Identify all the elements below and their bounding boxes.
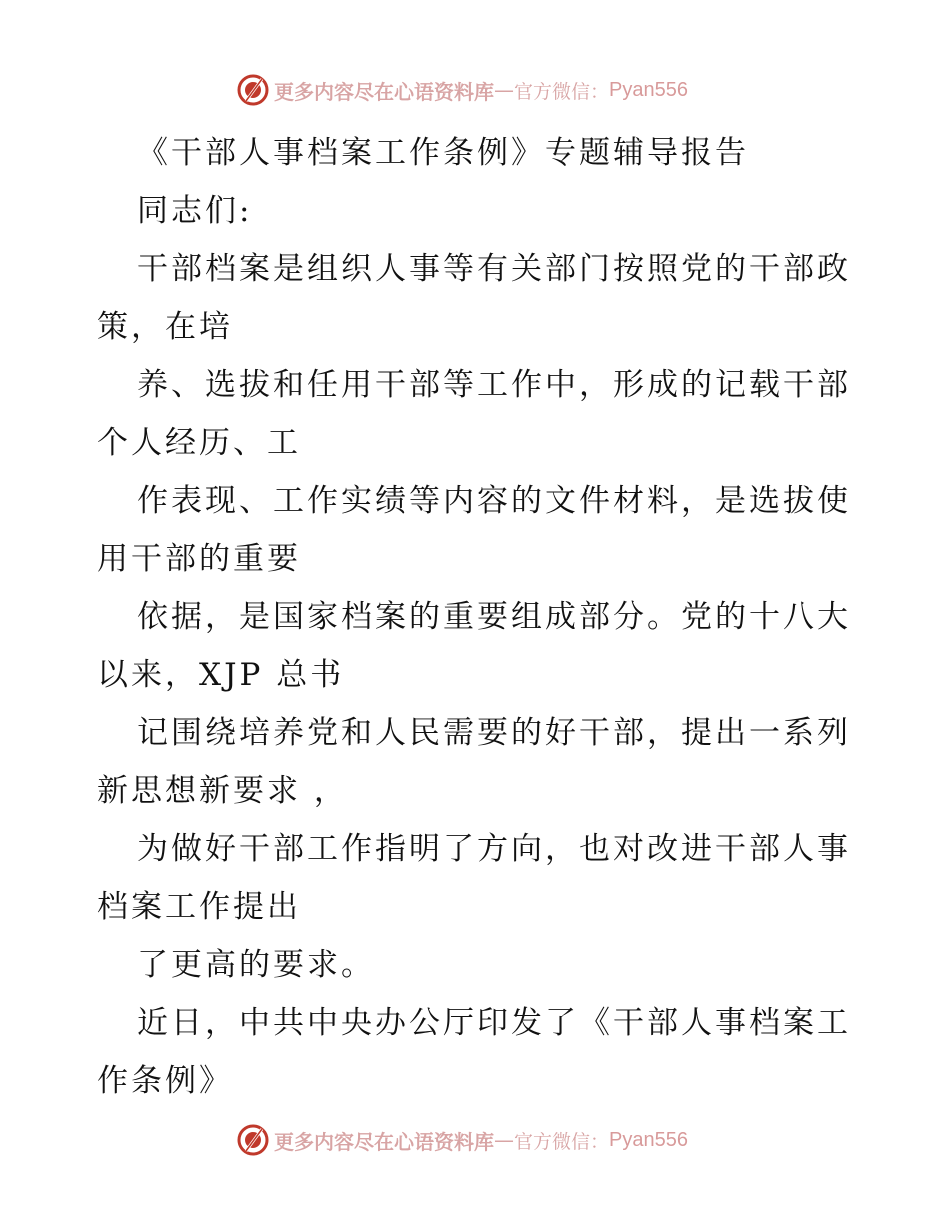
- text-line: 养、选拔和任用干部等工作中，形成的记载干部: [137, 367, 851, 403]
- text-line: 记围绕培养党和人民需要的好干部，提出一系列: [137, 715, 851, 751]
- text-line: 作表现、工作实绩等内容的文件材料，是选拔使: [137, 483, 851, 519]
- text-line: 近日，中共中央办公厅印发了《干部人事档案工: [137, 1005, 851, 1041]
- banner-wechat-id: Pyan556: [609, 78, 688, 101]
- text-line: 依据，是国家档案的重要组成部分。党的十八大: [137, 599, 851, 635]
- text-line: 干部档案是组织人事等有关部门按照党的干部政: [137, 251, 851, 287]
- text-line: 新思想新要求 ，: [97, 773, 348, 809]
- banner-wechat-id: Pyan556: [609, 1128, 688, 1151]
- pen-circle-icon: [236, 1123, 270, 1157]
- text-line: 策，在培: [97, 309, 233, 345]
- banner-separator: —: [494, 78, 514, 102]
- text-line: 以来，XJP 总书: [97, 657, 345, 693]
- salutation: 同志们:: [137, 193, 253, 229]
- banner-wechat-label: 官方微信：: [514, 1130, 610, 1153]
- text-line: 用干部的重要: [97, 541, 301, 577]
- pen-circle-icon: [236, 73, 270, 107]
- text-line: 作条例》: [97, 1063, 233, 1099]
- text-line: 了更高的要求。: [137, 947, 375, 983]
- banner-wechat-label: 官方微信：: [514, 80, 610, 103]
- banner-site-text: 更多内容尽在心语资料库: [274, 79, 494, 104]
- text-line: 为做好干部工作指明了方向，也对改进干部人事: [137, 831, 851, 867]
- text-line: 个人经历、工: [97, 425, 301, 461]
- banner-separator: —: [494, 1128, 514, 1152]
- text-line: 档案工作提出: [97, 889, 301, 925]
- document-title: 《干部人事档案工作条例》专题辅导报告: [137, 135, 749, 171]
- header-banner: [236, 72, 688, 108]
- banner-site-text: 更多内容尽在心语资料库: [274, 1129, 494, 1154]
- footer-banner: [236, 1122, 688, 1158]
- document-body: [97, 124, 867, 1110]
